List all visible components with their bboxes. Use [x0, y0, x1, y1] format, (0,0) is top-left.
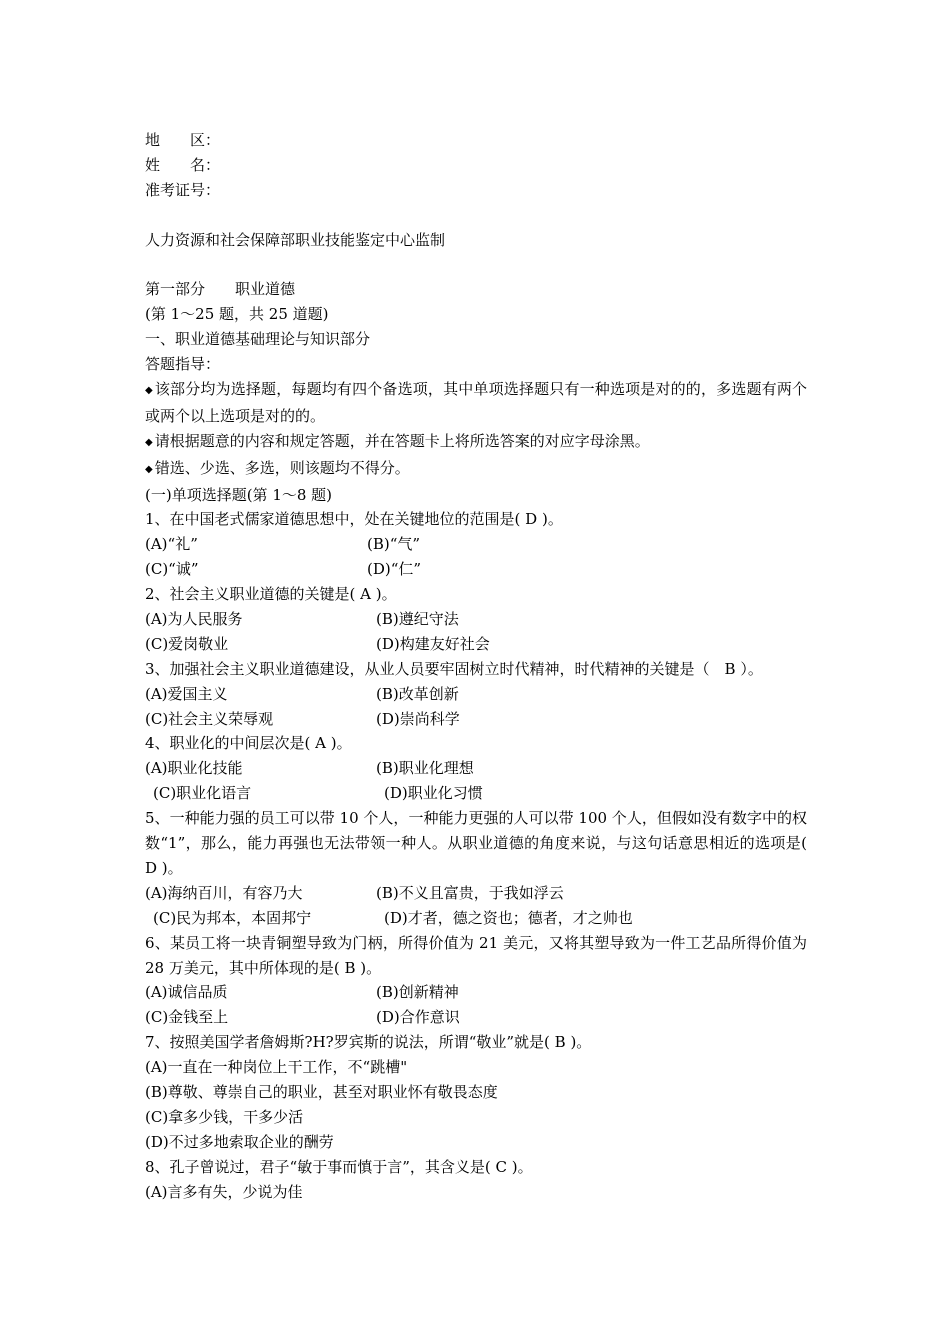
- question-stem: 2、社会主义职业道德的关键是( A )。: [145, 585, 397, 604]
- question-stem: 4、职业化的中间层次是( A )。: [145, 734, 352, 753]
- option-a: (A)诚信品质: [145, 983, 228, 1002]
- option-c: (C)拿多少钱，干多少活: [145, 1107, 304, 1126]
- option-row: [145, 707, 807, 732]
- single-choice-title: (一)单项选择题(第 1～8 题): [145, 485, 333, 504]
- option-b: (B)创新精神: [376, 983, 459, 1002]
- option-c: (C)爱岗敬业: [145, 634, 229, 653]
- option-b: (B)不义且富贵，于我如浮云: [376, 883, 564, 902]
- option-row: [145, 906, 807, 931]
- option-row: [145, 1005, 807, 1030]
- question-stem: 6、某员工将一块青铜塑导致为门柄，所得价值为 21 美元，又将其塑导致为一件工艺品所得价值为 28 万美元，其中所体现的是( B )。: [145, 933, 807, 977]
- option-a: (A)言多有失，少说为佳: [145, 1182, 303, 1201]
- option-c: (C)“诚”: [145, 560, 199, 579]
- option-b: (B)职业化理想: [376, 759, 474, 778]
- question-stem: 3、加强社会主义职业道德建设，从业人员要牢固树立时代精神，时代精神的关键是（ B ）。: [145, 659, 763, 678]
- option-d: (D)不过多地索取企业的酬劳: [145, 1132, 334, 1151]
- option-a: (A)海纳百川，有容乃大: [145, 883, 303, 902]
- question-stem: 8、孔子曾说过，君子“敏于事而慎于言”，其含义是( C )。: [145, 1157, 533, 1176]
- question-stem: 5、一种能力强的员工可以带 10 个人，一种能力更强的人可以带 100 个人，但假如没有数字中的权数“1”，那么，能力再强也无法带领一种人。从职业道德的角度来说，与这句话意思相近的选项是( D )。: [145, 809, 807, 877]
- option-a: (A)爱国主义: [145, 684, 228, 703]
- option-d: (D)“仁”: [367, 560, 422, 579]
- option-row: [145, 682, 807, 707]
- guide-title: 答题指导：: [145, 355, 221, 374]
- option-row: [145, 532, 807, 557]
- option-row: [145, 607, 807, 632]
- option-row: [145, 980, 807, 1005]
- question-stem: 1、在中国老式儒家道德思想中，处在关键地位的范围是( D )。: [145, 510, 563, 529]
- section-title: 一、职业道德基础理论与知识部分: [145, 330, 371, 349]
- document-page: [145, 128, 807, 1204]
- name-label: 姓 名：: [145, 155, 221, 174]
- option-row: [145, 781, 807, 806]
- option-a: (A)一直在一种岗位上干工作，不“跳槽": [145, 1058, 408, 1077]
- diamond-bullet-icon: ◆: [145, 384, 153, 396]
- exam-id-label: 准考证号：: [145, 180, 221, 199]
- option-d: (D)才者，德之资也；德者，才之帅也: [384, 908, 633, 927]
- option-b: (B)遵纪守法: [376, 609, 459, 628]
- option-c: (C)民为邦本，本固邦宁: [153, 908, 312, 927]
- guide-item: ◆ 请根据题意的内容和规定答题，并在答题卡上将所选答案的对应字母涂黑。: [145, 431, 650, 450]
- option-c: (C)社会主义荣辱观: [145, 709, 274, 728]
- option-b: (B)“气”: [367, 535, 421, 554]
- guide-item: ◆ 该部分均为选择题，每题均有四个备选项，其中单项选择题只有一种选项是对的的，多选题有两个或两个以上选项是对的的。: [145, 379, 807, 425]
- part-range: (第 1～25 题，共 25 道题): [145, 305, 329, 324]
- option-row: [145, 881, 807, 906]
- diamond-bullet-icon: ◆: [145, 463, 153, 475]
- option-d: (D)职业化习惯: [384, 784, 483, 803]
- option-b: (B)改革创新: [376, 684, 459, 703]
- option-a: (A)“礼”: [145, 535, 198, 554]
- option-d: (D)构建友好社会: [376, 634, 490, 653]
- option-row: [145, 632, 807, 657]
- option-c: (C)金钱至上: [145, 1008, 229, 1027]
- option-row: [145, 557, 807, 582]
- option-c: (C)职业化语言: [153, 784, 252, 803]
- option-d: (D)崇尚科学: [376, 709, 460, 728]
- option-d: (D)合作意识: [376, 1008, 460, 1027]
- diamond-bullet-icon: ◆: [145, 436, 153, 448]
- supervisor-line: 人力资源和社会保障部职业技能鉴定中心监制: [145, 230, 446, 249]
- option-row: [145, 756, 807, 781]
- question-stem: 7、按照美国学者詹姆斯?H?罗宾斯的说法，所谓“敬业”就是( B )。: [145, 1033, 592, 1052]
- region-label: 地 区：: [145, 131, 221, 149]
- guide-item: ◆ 错选、少选、多选，则该题均不得分。: [145, 458, 410, 477]
- option-b: (B)尊敬、尊崇自己的职业，甚至对职业怀有敬畏态度: [145, 1083, 498, 1101]
- part-title: 第一部分 职业道德: [145, 280, 296, 299]
- option-a: (A)为人民服务: [145, 609, 243, 628]
- option-a: (A)职业化技能: [145, 759, 243, 778]
